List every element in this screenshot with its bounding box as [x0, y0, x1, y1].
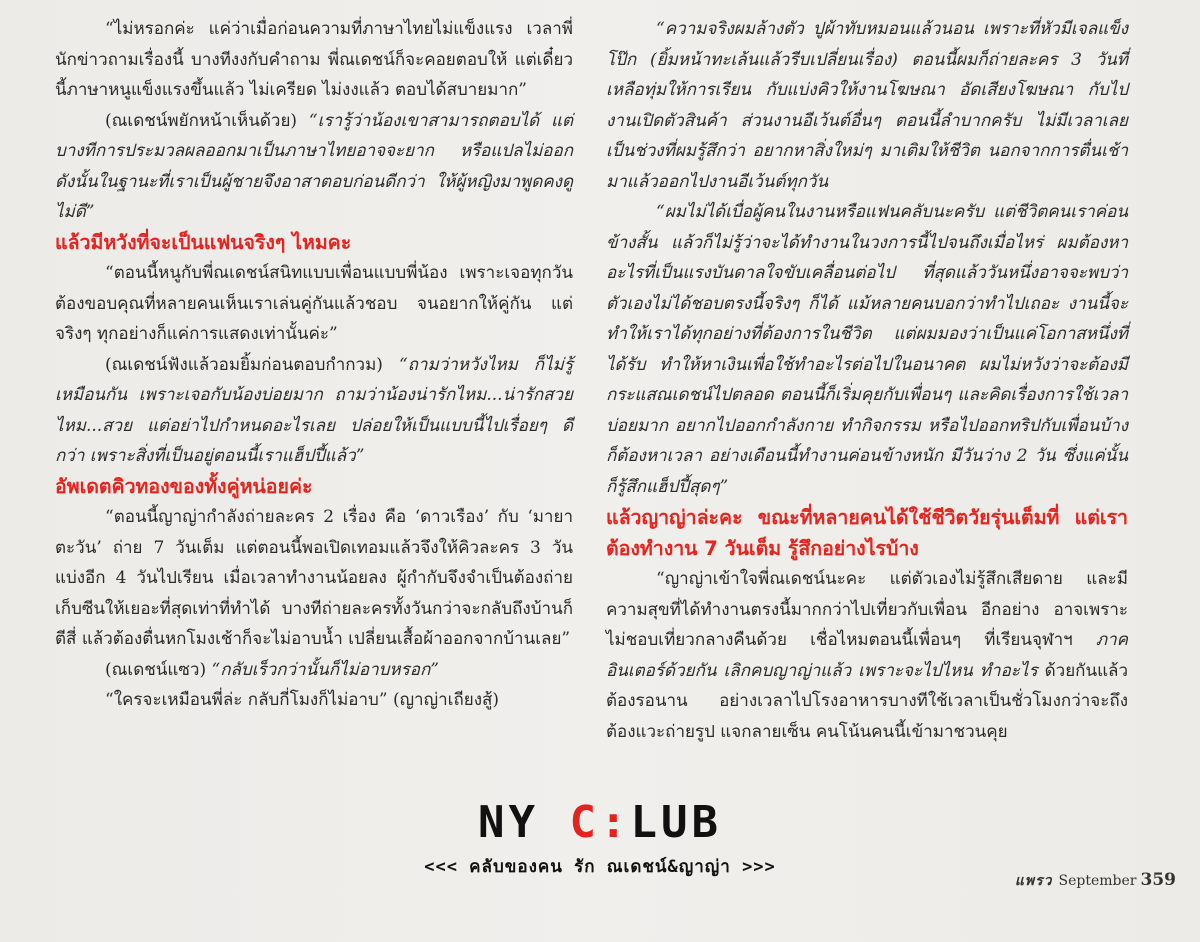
club-subtitle: <<< คลับของคน รัก ณเดชน์&ญาญ่า >>> — [424, 857, 776, 877]
club-logo-accent: C: — [569, 797, 631, 848]
paragraph — [606, 564, 1128, 747]
question-heading: แล้วมีหวังที่จะเป็นแฟนจริงๆ ไหมคะ — [55, 230, 352, 254]
paragraph: “ตอนนี้ญาญ่ากำลังถ่ายละคร 2 เรื่อง คือ ‘ดาวเรือง’ กับ ‘มายาตะวัน’ ถ่าย 7 วันเต็ม แต่ตอนนี้พอเปิดเทอมแล้วจึงให้คิวละคร 3 วัน แบ่งอีก 4 วันไปเรียน เมื่อเวลาทำงานน้อยลง ผู้กำกับจึงจำเป็นต้องถ่ายเก็บซีนให้เยอะที่สุดเท่าที่ทำได้ บางทีถ่ายละครทั้งวันกว่าจะกลับถึงบ้านก็ตีสี่ แล้วต้องตื่นหกโมงเช้าก็จะไม่อาบน้ำ เปลี่ยนเสื้อผ้าออกจากบ้านเลย” — [55, 507, 573, 649]
quote: “ถามว่าหวังไหม ก็ไม่รู้เหมือนกัน เพราะเจอกับน้องบ่อยมาก ถามว่าน้องน่ารักไหม...น่ารักสวยไหม...สวย แต่อย่าไปกำหนดอะไรเลย ปล่อยให้เป็นแบบนี้ไปเรื่อยๆ ดีกว่า เพราะสิ่งที่เป็นอยู่ตอนนี้เราแฮ็ปปี้แล้ว” — [55, 354, 573, 466]
paragraph: “ความจริงผมล้างตัว ปูผ้าทับหมอนแล้วนอน เพราะที่หัวมีเจลแข็งโป๊ก (ยิ้มหน้าทะเล้นแล้วรีบเปลี่ยนเรื่อง) ตอนนี้ผมก็ถ่ายละคร 3 วันที่เหลือทุ่มให้การเรียน กับแบ่งคิวให้งานโฆษณา อัดเสียงโฆษณา กับไปงานเปิดตัวสินค้า ส่วนงานอีเว้นต์อื่นๆ ตอนนี้ลำบากครับ ไม่มีเวลาเลย เป็นช่วงที่ผมรู้สึกว่า อยากหาสิ่งใหม่ๆ มาเติมให้ชีวิต นอกจากการตื่นเช้ามาแล้วออกไปงานอีเว้นต์ทุกวัน — [606, 19, 1128, 192]
club-logo-block — [0, 797, 1200, 880]
question-heading: แล้วญาญ่าล่ะคะ ขณะที่หลายคนได้ใช้ชีวิตวัยรุ่นเต็มที่ แต่เราต้องทำงาน 7 วันเต็ม รู้สึกอย่างไรบ้าง — [606, 506, 1128, 560]
left-column — [55, 14, 573, 716]
paragraph: “ไม่หรอกค่ะ แค่ว่าเมื่อก่อนความที่ภาษาไทยไม่แข็งแรง เวลาพี่นักข่าวถามเรื่องนี้ บางทีงงกับคำถาม พี่ณเดชน์ก็จะคอยตอบให้ แต่เดี๋ยวนี้ภาษาหนูแข็งแรงขึ้นแล้ว ไม่เครียด ไม่งงแล้ว ตอบได้สบายมาก” — [55, 19, 573, 100]
paragraph — [55, 655, 573, 686]
magazine-brand: แพรว — [1014, 873, 1053, 889]
paragraph-lead: (ณเดชน์พยักหน้าเห็นด้วย) — [105, 110, 298, 131]
paragraph — [55, 685, 573, 716]
paragraph — [55, 106, 573, 228]
paragraph-body: “ญาญ่าเข้าใจพี่ณเดชน์นะคะ แต่ตัวเองไม่รู้สึกเสียดาย และมีความสุขที่ได้ทำงานตรงนี้มากกว่าไปเที่ยวกับเพื่อน อีกอย่าง อาจเพราะไม่ชอบเที่ยวกลางคืนด้วย เชื่อไหมตอนนี้เพื่อนๆ ที่เรียนจุฬาฯ — [606, 569, 1128, 650]
question-heading: อัพเดตคิวทองของทั้งคู่หน่อยค่ะ — [55, 474, 313, 498]
club-logo-text: LUB — [630, 797, 722, 848]
paragraph-tail: (ญาญ่าเถียงสู้) — [392, 690, 500, 710]
paragraph-italic: ภาคอินเตอร์ด้วยกัน เลิกคบญาญ่าแล้ว เพราะจะไปไหน ทำอะไร — [606, 630, 1128, 681]
page-footer — [1015, 870, 1176, 892]
quote: “ใครจะเหมือนพี่ล่ะ กลับกี่โมงก็ไม่อาบ” — [105, 690, 388, 710]
right-column — [606, 14, 1128, 747]
paragraph — [55, 350, 573, 472]
issue-month: September — [1058, 873, 1137, 889]
paragraph: “ผมไม่ได้เบื่อผู้คนในงานหรือแฟนคลับนะครับ แต่ชีวิตคนเราค่อนข้างสั้น แล้วก็ไม่รู้ว่าจะได้ทำงานในวงการนี้ไปจนถึงเมื่อไหร่ ผมต้องหาอะไรที่เป็นแรงบันดาลใจขับเคลื่อนต่อไป ที่สุดแล้ววันหนึ่งอาจจะพบว่า ตัวเองไม่ได้ชอบตรงนี้จริงๆ ก็ได้ แม้หลายคนบอกว่าทำไปเถอะ งานนี้จะทำให้เราได้ทุกอย่างที่ต้องการในชีวิต แต่ผมมองว่าเป็นแค่โอกาสหนึ่งที่ได้รับ ทำให้หาเงินเพื่อใช้ทำอะไรต่อไปในอนาคต ผมไม่หวังว่าจะต้องมีกระแสณเดชน์ไปตลอด ตอนนี้ก็เริ่มคุยกับเพื่อนๆ และคิดเรื่องการใช้เวลาบ่อยมาก อยากไปออกกำลังกาย ทำกิจกรรม หรือไปออกทริปกับเพื่อนบ้าง ก็ต้องหาเวลา อย่างเดือนนี้ทำงานค่อนข้างหนัก มีวันว่าง 2 วัน ซึ่งแค่นั้นก็รู้สึกแฮ็ปปี้สุดๆ” — [606, 202, 1128, 497]
quote: “เรารู้ว่าน้องเขาสามารถตอบได้ แต่บางทีการประมวลผลออกมาเป็นภาษาไทยอาจจะยาก หรือแปลไม่ออก ดังนั้นในฐานะที่เราเป็นผู้ชายจึงอาสาตอบก่อนดีกว่า ให้ผู้หญิงมาพูดคงดูไม่ดี” — [55, 110, 573, 222]
club-logo — [0, 797, 1200, 849]
page-number: 359 — [1140, 870, 1176, 890]
paragraph-lead: (ณเดชน์แซว) — [105, 659, 207, 680]
quote: “กลับเร็วกว่านั้นก็ไม่อาบหรอก” — [211, 659, 439, 680]
club-logo-text: NY — [478, 797, 570, 848]
paragraph-tail: ด้วยกันแล้วต้องรอนาน อย่างเวลาไปโรงอาหารบางทีใช้เวลาเป็นชั่วโมงกว่าจะถึง ต้องแวะถ่ายรูป แจกลายเซ็น คนโน้นคนนี้เข้ามาชวนคุย — [606, 660, 1128, 742]
paragraph: “ตอนนี้หนูกับพี่ณเดชน์สนิทแบบเพื่อนแบบพี่น้อง เพราะเจอทุกวัน ต้องขอบคุณที่หลายคนเห็นเราเล่นคู่กันแล้วชอบ จนอยากให้คู่กัน แต่จริงๆ ทุกอย่างก็แค่การแสดงเท่านั้นค่ะ” — [55, 263, 573, 344]
paragraph-lead: (ณเดชน์ฟังแล้วอมยิ้มก่อนตอบกำกวม) — [105, 354, 383, 375]
